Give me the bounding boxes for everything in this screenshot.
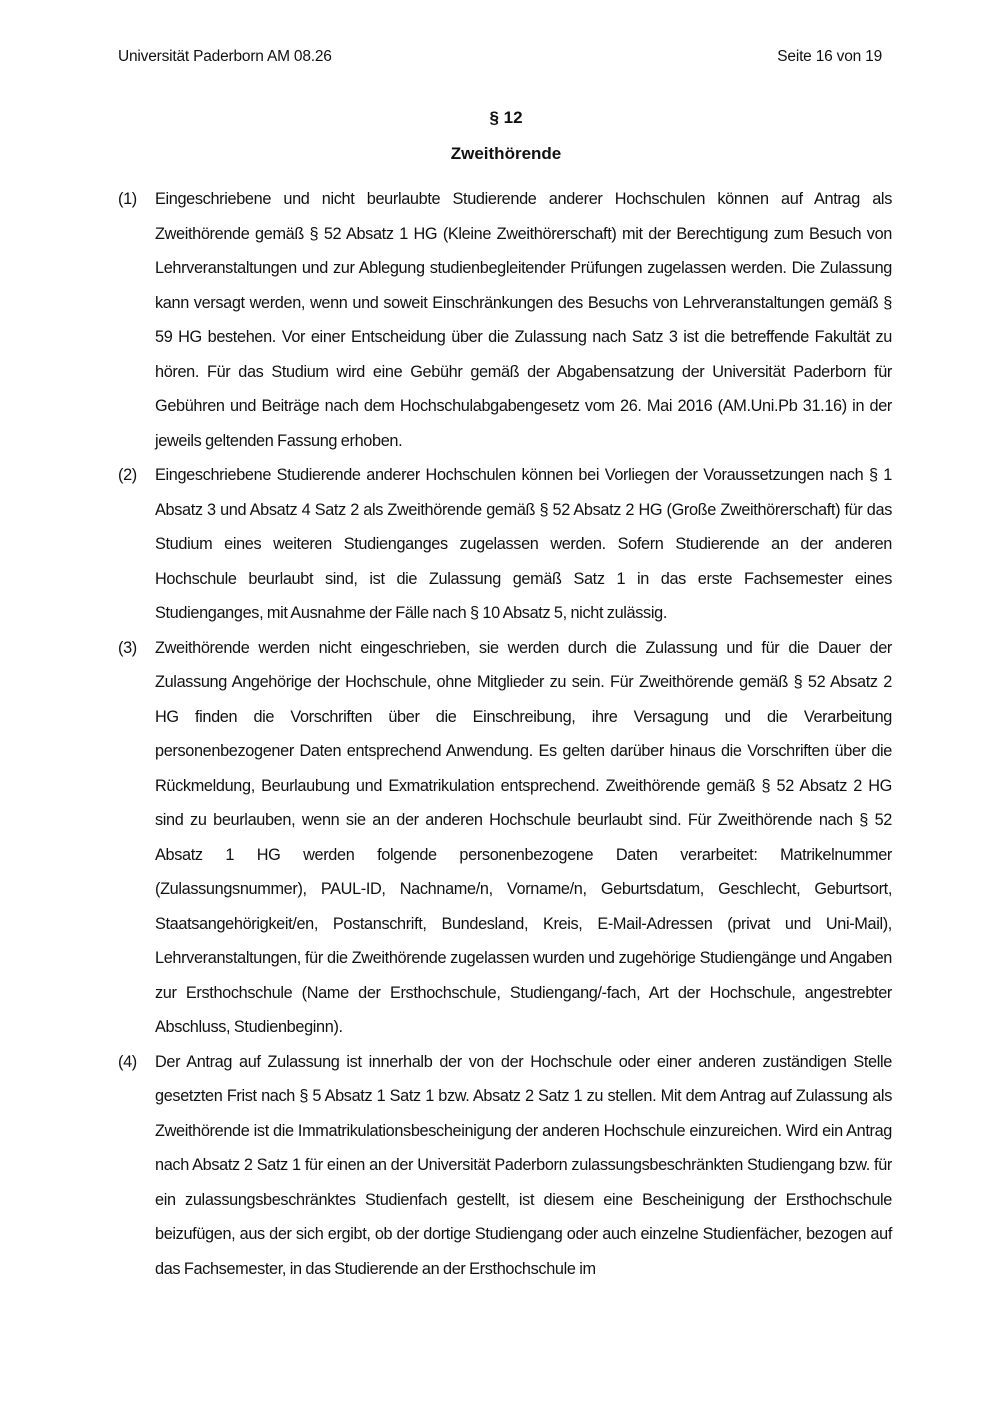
- paragraph-number: (3): [118, 638, 137, 657]
- paragraph-text: Der Antrag auf Zulassung ist innerhalb der von der Hochschule oder einer anderen zuständigen Stelle gesetzten Frist nach § 5 Absatz 1 Satz 1 bzw. Absatz 2 Satz 1 zu stellen. Mit dem Antrag auf Zulassung als Zweithörende ist die Immatrikulationsbescheinigung der anderen Hochschule einzureichen. Wird ein Antrag nach Absatz 2 Satz 1 für einen an der Universität Paderborn zulassungsbeschränkten Studiengang bzw. für ein zulassungsbeschränktes Studienfach gestellt, ist diesem eine Bescheinigung der Ersthochschule beizufügen, aus der sich ergibt, ob der dortige Studiengang oder auch einzelne Studienfächer, bezogen auf das Fachsemester, in das Studierende an der Ersthochschule im: [155, 1052, 892, 1278]
- paragraph-1: [118, 182, 892, 458]
- header-document-reference: Universität Paderborn AM 08.26: [118, 48, 332, 65]
- section-body: [118, 182, 892, 1286]
- paragraph-4: [118, 1045, 892, 1287]
- paragraph-number: (4): [118, 1052, 137, 1071]
- section-title: Zweithörende: [450, 144, 562, 163]
- section-number: § 12: [489, 108, 523, 127]
- paragraph-text: Zweithörende werden nicht eingeschrieben, sie werden durch die Zulassung und für die Dauer der Zulassung Angehörige der Hochschule, ohne Mitglieder zu sein. Für Zweithörende gemäß § 52 Absatz 2 HG finden die Vorschriften über die Einschreibung, ihre Versagung und die Verarbeitung personenbezogener Daten entsprechend Anwendung. Es gelten darüber hinaus die Vorschriften über die Rückmeldung, Beurlaubung und Exmatrikulation entsprechend. Zweithörende gemäß § 52 Absatz 2 HG sind zu beurlauben, wenn sie an der anderen Hochschule beurlaubt sind. Für Zweithörende nach § 52 Absatz 1 HG werden folgende personenbezogene Daten verarbeitet: Matrikelnummer (Zulassungsnummer), PAUL-ID, Nachname/n, Vorname/n, Geburtsdatum, Geschlecht, Geburtsort, Staatsangehörigkeit/en, Postanschrift, Bundesland, Kreis, E-Mail-Adressen (privat und Uni-Mail), Lehrveranstaltungen, für die Zweithörende zugelassen wurden und zugehörige Studiengänge und Angaben zur Ersthochschule (Name der Ersthochschule, Studiengang/-fach, Art der Hochschule, angestrebter Abschluss, Studienbeginn).: [155, 638, 892, 1036]
- paragraph-2: [118, 458, 892, 631]
- paragraph-number: (2): [118, 466, 137, 484]
- header-page-number: Seite 16 von 19: [777, 48, 882, 65]
- paragraph-text: Eingeschriebene und nicht beurlaubte Studierende anderer Hochschulen können auf Antrag als Zweithörende gemäß § 52 Absatz 1 HG (Kleine Zweithörerschaft) mit der Berechtigung zum Besuch von Lehrveranstaltungen und zur Ablegung studienbegleitender Prüfungen zugelassen werden. Die Zulassung kann versagt werden, wenn und soweit Einschränkungen des Besuchs von Lehrveranstaltungen gemäß § 59 HG bestehen. Vor einer Entscheidung über die Zulassung nach Satz 3 ist die betreffende Fakultät zu hören. Für das Studium wird eine Gebühr gemäß der Abgabensatzung der Universität Paderborn für Gebühren und Beiträge nach dem Hochschulabgabengesetz vom 26. Mai 2016 (AM.Uni.Pb 31.16) in der jeweils geltenden Fassung erhoben.: [155, 190, 892, 450]
- paragraph-text: Eingeschriebene Studierende anderer Hochschulen können bei Vorliegen der Voraussetzungen nach § 1 Absatz 3 und Absatz 4 Satz 2 als Zweithörende gemäß § 52 Absatz 2 HG (Große Zweithörerschaft) für das Studium eines weiteren Studienganges zugelassen werden. Sofern Studierende an der anderen Hochschule beurlaubt sind, ist die Zulassung gemäß Satz 1 in das erste Fachsemester eines Studienganges, mit Ausnahme der Fälle nach § 10 Absatz 5, nicht zulässig.: [155, 466, 892, 622]
- paragraph-3: [118, 631, 892, 1045]
- page-header: [118, 48, 882, 70]
- paragraph-number: (1): [118, 190, 137, 208]
